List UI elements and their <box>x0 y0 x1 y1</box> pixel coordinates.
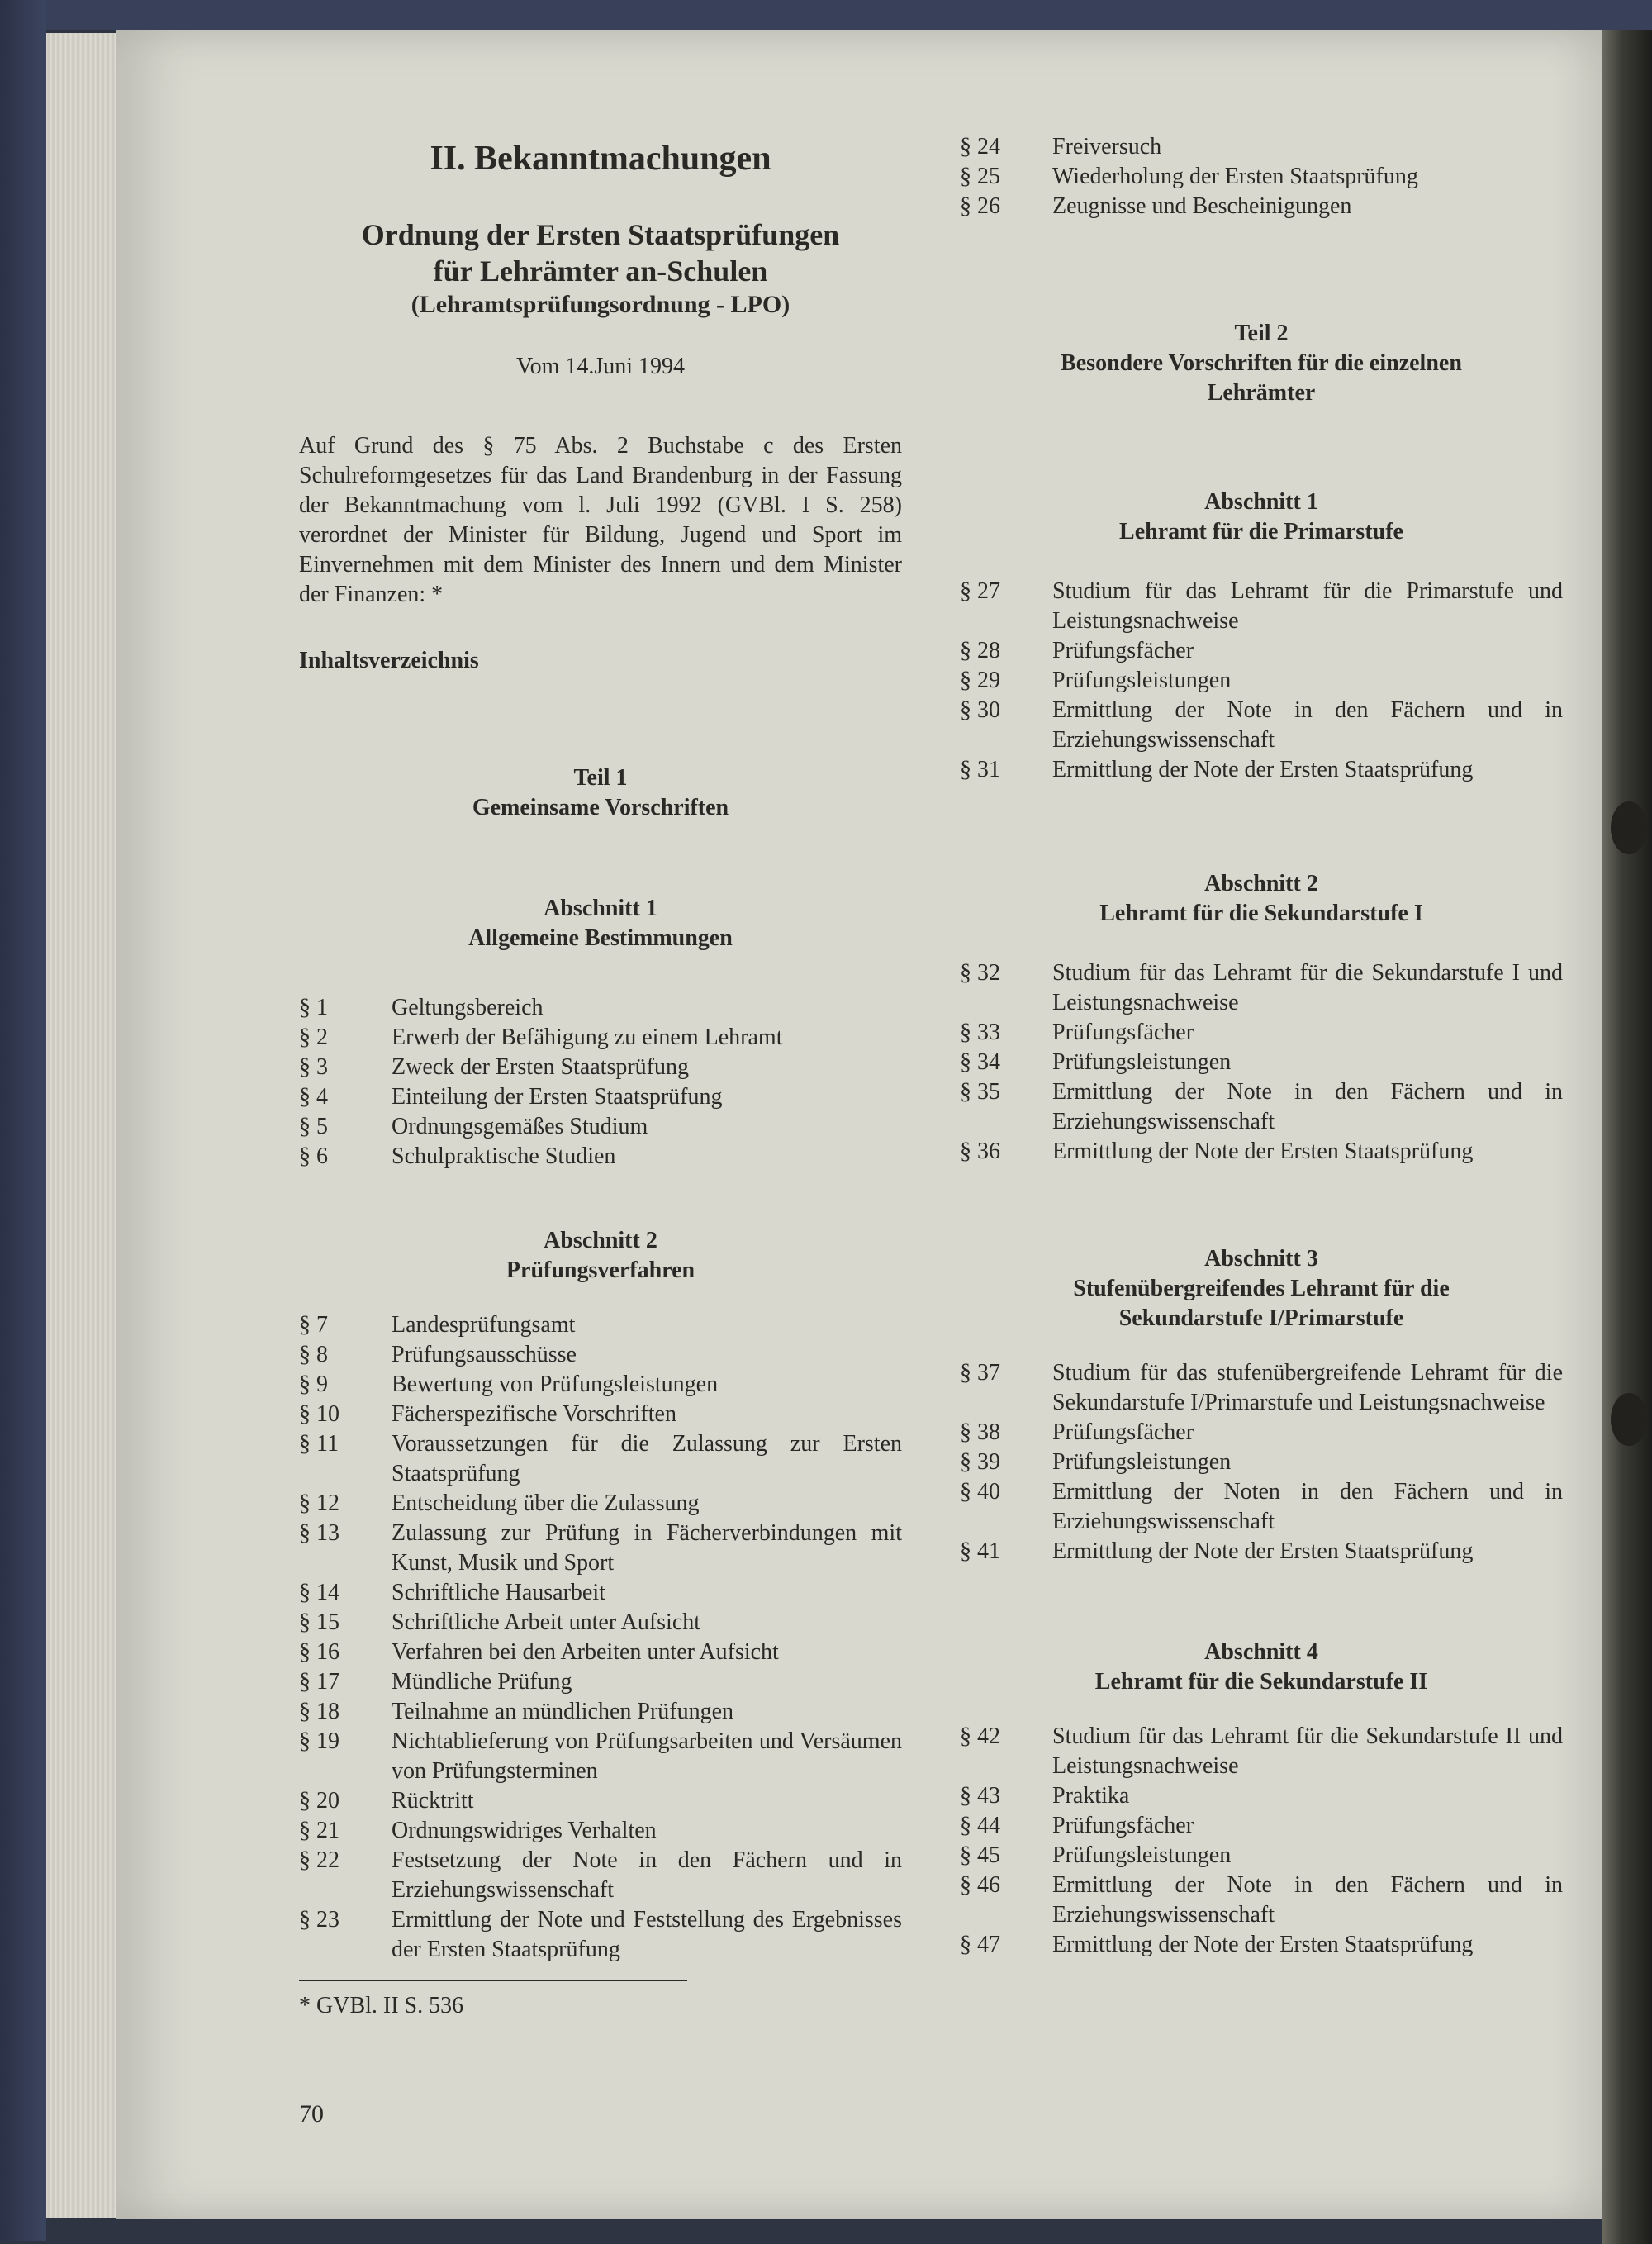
toc-entries <box>960 958 1563 1167</box>
paragraph-title: Erwerb der Befähigung zu einem Lehramt <box>392 1025 783 1050</box>
paragraph-title: Prüfungsleistungen <box>1052 1049 1232 1075</box>
paragraph-number: § 23 <box>299 1907 339 1933</box>
toc-entry <box>299 1578 902 1608</box>
paragraph-number: § 9 <box>299 1372 328 1397</box>
paragraph-number: § 28 <box>960 638 1000 663</box>
paragraph-number: § 17 <box>299 1669 339 1695</box>
paragraph-title: Mündliche Prüfung <box>392 1669 572 1695</box>
toc-entry <box>960 1871 1563 1930</box>
punch-hole <box>1611 1393 1647 1446</box>
toc-entry <box>299 1340 902 1370</box>
punch-hole <box>1611 801 1647 854</box>
toc-entry <box>960 162 1563 192</box>
part-title-cont: Lehrämter <box>1207 380 1316 406</box>
paragraph-title: Teilnahme an mündlichen Prüfungen <box>392 1699 734 1724</box>
paragraph-title: Ermittlung der Noten in den Fächern und in Erziehungswissenschaft <box>1052 1479 1563 1534</box>
paragraph-number: § 27 <box>960 578 1000 604</box>
paragraph-title: Geltungsbereich <box>392 995 544 1020</box>
paragraph-title: Entscheidung über die Zulassung <box>392 1490 700 1516</box>
section-heading: II. Bekanntmachungen <box>430 140 771 178</box>
paragraph-number: § 16 <box>299 1639 339 1665</box>
paragraph-title: Schriftliche Hausarbeit <box>392 1580 605 1605</box>
right-sections <box>960 487 1563 1960</box>
toc-entry <box>299 1786 902 1816</box>
section-title: Lehramt für die Primarstufe <box>1119 519 1403 544</box>
toc-section <box>299 894 902 1172</box>
toc-entry <box>299 1400 902 1429</box>
paragraph-title: Rücktritt <box>392 1788 474 1814</box>
paragraph-title: Prüfungsfächer <box>1052 1020 1194 1045</box>
paragraph-number: § 46 <box>960 1872 1000 1898</box>
paragraph-title: Bewertung von Prüfungsleistungen <box>392 1372 719 1397</box>
toc-section <box>960 869 1563 1167</box>
paragraph-title: Wiederholung der Ersten Staatsprüfung <box>1052 164 1418 189</box>
part-heading: Teil 2 <box>1234 321 1289 346</box>
paragraph-number: § 14 <box>299 1580 339 1605</box>
section-title: Stufenübergreifendes Lehramt für die <box>1073 1276 1450 1301</box>
paragraph-number: § 1 <box>299 995 328 1020</box>
paragraph-title: Festsetzung der Note in den Fächern und in Erziehungswissenschaft <box>392 1847 902 1903</box>
paragraph-number: § 43 <box>960 1783 1000 1809</box>
paragraph-title: Zeugnisse und Bescheinigungen <box>1052 193 1352 219</box>
paragraph-number: § 11 <box>299 1431 339 1457</box>
part-title: Besondere Vorschriften für die einzelnen <box>1061 350 1462 376</box>
book-spine <box>0 0 46 2241</box>
paragraph-title: Studium für das stufenübergreifende Lehramt für die Sekundarstufe I/Primarstufe und Leistungsnachweise <box>1052 1360 1563 1415</box>
paragraph-title: Prüfungsleistungen <box>1052 668 1232 693</box>
toc-entry <box>299 1608 902 1638</box>
part-heading: Teil 1 <box>573 765 628 791</box>
toc-heading: Inhaltsverzeichnis <box>299 648 479 673</box>
toc-entries <box>960 1358 1563 1567</box>
document-date: Vom 14.Juni 1994 <box>515 354 686 379</box>
paragraph-number: § 42 <box>960 1723 1000 1749</box>
toc-entry <box>299 1112 902 1142</box>
toc-entry <box>299 1053 902 1082</box>
paragraph-number: § 15 <box>299 1609 339 1635</box>
toc-entry <box>960 1811 1563 1841</box>
paragraph-number: § 44 <box>960 1813 1000 1838</box>
section-title: Allgemeine Bestimmungen <box>468 925 733 951</box>
paragraph-number: § 39 <box>960 1449 1000 1475</box>
toc-entry <box>299 1082 902 1112</box>
paragraph-number: § 38 <box>960 1419 1000 1445</box>
toc-entry <box>960 958 1563 1018</box>
paragraph-title: Prüfungsleistungen <box>1052 1842 1232 1868</box>
paragraph-number: § 37 <box>960 1360 1000 1386</box>
paragraph-number: § 18 <box>299 1699 339 1724</box>
toc-entry <box>960 636 1563 666</box>
paragraph-title: Voraussetzungen für die Zulassung zur Ersten Staatsprüfung <box>392 1431 902 1486</box>
paragraph-number: § 33 <box>960 1020 1000 1045</box>
paragraph-number: § 40 <box>960 1479 1000 1505</box>
toc-entry <box>299 1310 902 1340</box>
paragraph-title: Einteilung der Ersten Staatsprüfung <box>392 1084 723 1110</box>
toc-entry <box>960 1930 1563 1960</box>
section-title: Lehramt für die Sekundarstufe I <box>1099 901 1423 926</box>
paragraph-number: § 47 <box>960 1932 1000 1957</box>
section-title: Sekundarstufe I/Primarstufe <box>1118 1305 1404 1331</box>
paragraph-number: § 4 <box>299 1084 328 1110</box>
toc-entry <box>960 577 1563 636</box>
paragraph-number: § 5 <box>299 1114 328 1139</box>
paragraph-title: Ordnungsgemäßes Studium <box>392 1114 648 1139</box>
binding-edge <box>1602 30 1652 2244</box>
paragraph-number: § 41 <box>960 1538 1000 1564</box>
toc-entry <box>960 1077 1563 1137</box>
paragraph-title: Nichtablieferung von Prüfungsarbeiten und Versäumen von Prüfungsterminen <box>392 1728 902 1784</box>
toc-entry <box>960 1018 1563 1048</box>
toc-entries <box>960 577 1563 785</box>
toc-entry <box>299 1489 902 1519</box>
toc-entry <box>299 1429 902 1489</box>
toc-entry <box>960 1448 1563 1477</box>
paragraph-title: Prüfungsfächer <box>1052 1419 1194 1445</box>
toc-entry <box>960 1781 1563 1811</box>
toc-entries <box>299 1310 902 1965</box>
toc-entry <box>960 1537 1563 1567</box>
document-subtitle: (Lehramtsprüfungsordnung - LPO) <box>411 291 790 318</box>
section-number-heading: Abschnitt 2 <box>1204 871 1318 896</box>
paragraph-title: Landesprüfungsamt <box>392 1312 576 1338</box>
toc-entry <box>960 1048 1563 1077</box>
paragraph-title: Ermittlung der Note in den Fächern und in Erziehungswissenschaft <box>1052 1079 1563 1134</box>
paragraph-number: § 19 <box>299 1728 339 1754</box>
paragraph-title: Prüfungsfächer <box>1052 1813 1194 1838</box>
paragraph-title: Schulpraktische Studien <box>392 1143 616 1169</box>
toc-entry <box>960 755 1563 785</box>
document-title-line-2: für Lehrämter an-Schulen <box>433 254 768 288</box>
toc-entries <box>299 993 902 1172</box>
paragraph-number: § 26 <box>960 193 1000 219</box>
toc-entries-continued <box>960 132 1563 221</box>
toc-section <box>960 487 1563 785</box>
section-title: Lehramt für die Sekundarstufe II <box>1094 1669 1428 1695</box>
paragraph-title: Studium für das Lehramt für die Primarstufe und Leistungsnachweise <box>1052 578 1563 634</box>
right-column <box>960 132 1563 1960</box>
paragraph-number: § 20 <box>299 1788 339 1814</box>
paragraph-title: Prüfungsleistungen <box>1052 1449 1232 1475</box>
paragraph-title: Freiversuch <box>1052 134 1162 159</box>
toc-entry <box>299 1816 902 1846</box>
paragraph-title: Studium für das Lehramt für die Sekundarstufe II und Leistungsnachweise <box>1052 1723 1563 1779</box>
toc-entries <box>960 1722 1563 1960</box>
paragraph-number: § 34 <box>960 1049 1000 1075</box>
paragraph-title: Ermittlung der Note in den Fächern und in Erziehungswissenschaft <box>1052 1872 1563 1928</box>
paragraph-title: Ermittlung der Note der Ersten Staatsprüfung <box>1052 1932 1474 1957</box>
part-title: Gemeinsame Vorschriften <box>472 795 729 820</box>
toc-entry <box>960 1358 1563 1418</box>
paragraph-number: § 25 <box>960 164 1000 189</box>
paragraph-number: § 10 <box>299 1401 339 1427</box>
toc-entry <box>299 1638 902 1667</box>
paragraph-number: § 3 <box>299 1054 328 1080</box>
section-title: Prüfungsverfahren <box>506 1257 695 1283</box>
toc-entry <box>299 1727 902 1786</box>
toc-entry <box>299 1370 902 1400</box>
paragraph-number: § 36 <box>960 1139 1000 1164</box>
paragraph-number: § 7 <box>299 1312 328 1338</box>
toc-entry <box>299 993 902 1023</box>
paragraph-number: § 45 <box>960 1842 1000 1868</box>
footnote: * GVBl. II S. 536 <box>299 1993 464 2018</box>
paragraph-number: § 13 <box>299 1520 339 1546</box>
toc-entry <box>960 1841 1563 1871</box>
paragraph-title: Zulassung zur Prüfung in Fächerverbindungen mit Kunst, Musik und Sport <box>392 1520 902 1576</box>
toc-entry <box>960 696 1563 755</box>
paragraph-number: § 30 <box>960 697 1000 723</box>
toc-section <box>960 1638 1563 1960</box>
toc-entry <box>299 1846 902 1905</box>
section-number-heading: Abschnitt 1 <box>1204 489 1318 515</box>
paragraph-title: Zweck der Ersten Staatsprüfung <box>392 1054 689 1080</box>
toc-entry <box>299 1023 902 1053</box>
toc-section <box>299 1226 902 1965</box>
paragraph-number: § 29 <box>960 668 1000 693</box>
paragraph-number: § 8 <box>299 1342 328 1367</box>
paragraph-title: Fächerspezifische Vorschriften <box>392 1401 676 1427</box>
toc-entry <box>299 1905 902 1965</box>
book-cover-top <box>0 0 1652 30</box>
paragraph-title: Prüfungsfächer <box>1052 638 1194 663</box>
page-edges <box>46 33 121 2218</box>
toc-section <box>960 1244 1563 1567</box>
footnote-rule <box>299 1980 687 1981</box>
left-sections <box>299 894 902 1965</box>
paragraph-number: § 2 <box>299 1025 328 1050</box>
intro-paragraph: Auf Grund des § 75 Abs. 2 Buchstabe c des Ersten Schulreformgesetzes für das Land Brandenburg in der Fassung der Bekanntmachung vom l. Juli 1992 (GVBl. I S. 258) verordnet der Minister für Bildung, Jugend und Sport im Einvernehmen mit dem Minister des Innern und dem Minister der Finanzen: * <box>299 433 902 607</box>
toc-entry <box>299 1519 902 1578</box>
paragraph-title: Ermittlung der Note in den Fächern und in Erziehungswissenschaft <box>1052 697 1563 753</box>
toc-entry <box>960 1137 1563 1167</box>
paragraph-title: Ermittlung der Note der Ersten Staatsprüfung <box>1052 757 1474 782</box>
left-column <box>299 132 902 2019</box>
toc-entry <box>960 1477 1563 1537</box>
section-number-heading: Abschnitt 2 <box>544 1228 657 1253</box>
paragraph-title: Ermittlung der Note der Ersten Staatsprüfung <box>1052 1139 1474 1164</box>
paragraph-number: § 22 <box>299 1847 339 1873</box>
section-number-heading: Abschnitt 4 <box>1204 1639 1318 1665</box>
toc-entry <box>960 1722 1563 1781</box>
paragraph-title: Studium für das Lehramt für die Sekundarstufe I und Leistungsnachweise <box>1052 960 1563 1015</box>
section-number-heading: Abschnitt 1 <box>544 896 657 921</box>
paragraph-title: Ermittlung der Note der Ersten Staatsprüfung <box>1052 1538 1474 1564</box>
section-number-heading: Abschnitt 3 <box>1204 1246 1318 1272</box>
paragraph-number: § 21 <box>299 1818 339 1843</box>
toc-entry <box>960 666 1563 696</box>
paragraph-number: § 24 <box>960 134 1000 159</box>
paragraph-number: § 6 <box>299 1143 328 1169</box>
paragraph-title: Prüfungsausschüsse <box>392 1342 577 1367</box>
toc-entry <box>299 1142 902 1172</box>
toc-entry <box>960 1418 1563 1448</box>
paragraph-title: Ordnungswidriges Verhalten <box>392 1818 657 1843</box>
paragraph-number: § 12 <box>299 1490 339 1516</box>
toc-entry <box>299 1697 902 1727</box>
paragraph-number: § 32 <box>960 960 1000 986</box>
page-number: 70 <box>299 2100 324 2128</box>
document-title-line-1: Ordnung der Ersten Staatsprüfungen <box>361 218 840 251</box>
toc-entry <box>299 1667 902 1697</box>
paragraph-title: Ermittlung der Note und Feststellung des Ergebnisses der Ersten Staatsprüfung <box>392 1907 902 1962</box>
toc-entry <box>960 132 1563 162</box>
paragraph-title: Verfahren bei den Arbeiten unter Aufsicht <box>392 1639 779 1665</box>
paragraph-title: Praktika <box>1052 1783 1130 1809</box>
paragraph-title: Schriftliche Arbeit unter Aufsicht <box>392 1609 701 1635</box>
toc-entry <box>960 192 1563 221</box>
paragraph-number: § 35 <box>960 1079 1000 1105</box>
paragraph-number: § 31 <box>960 757 1000 782</box>
